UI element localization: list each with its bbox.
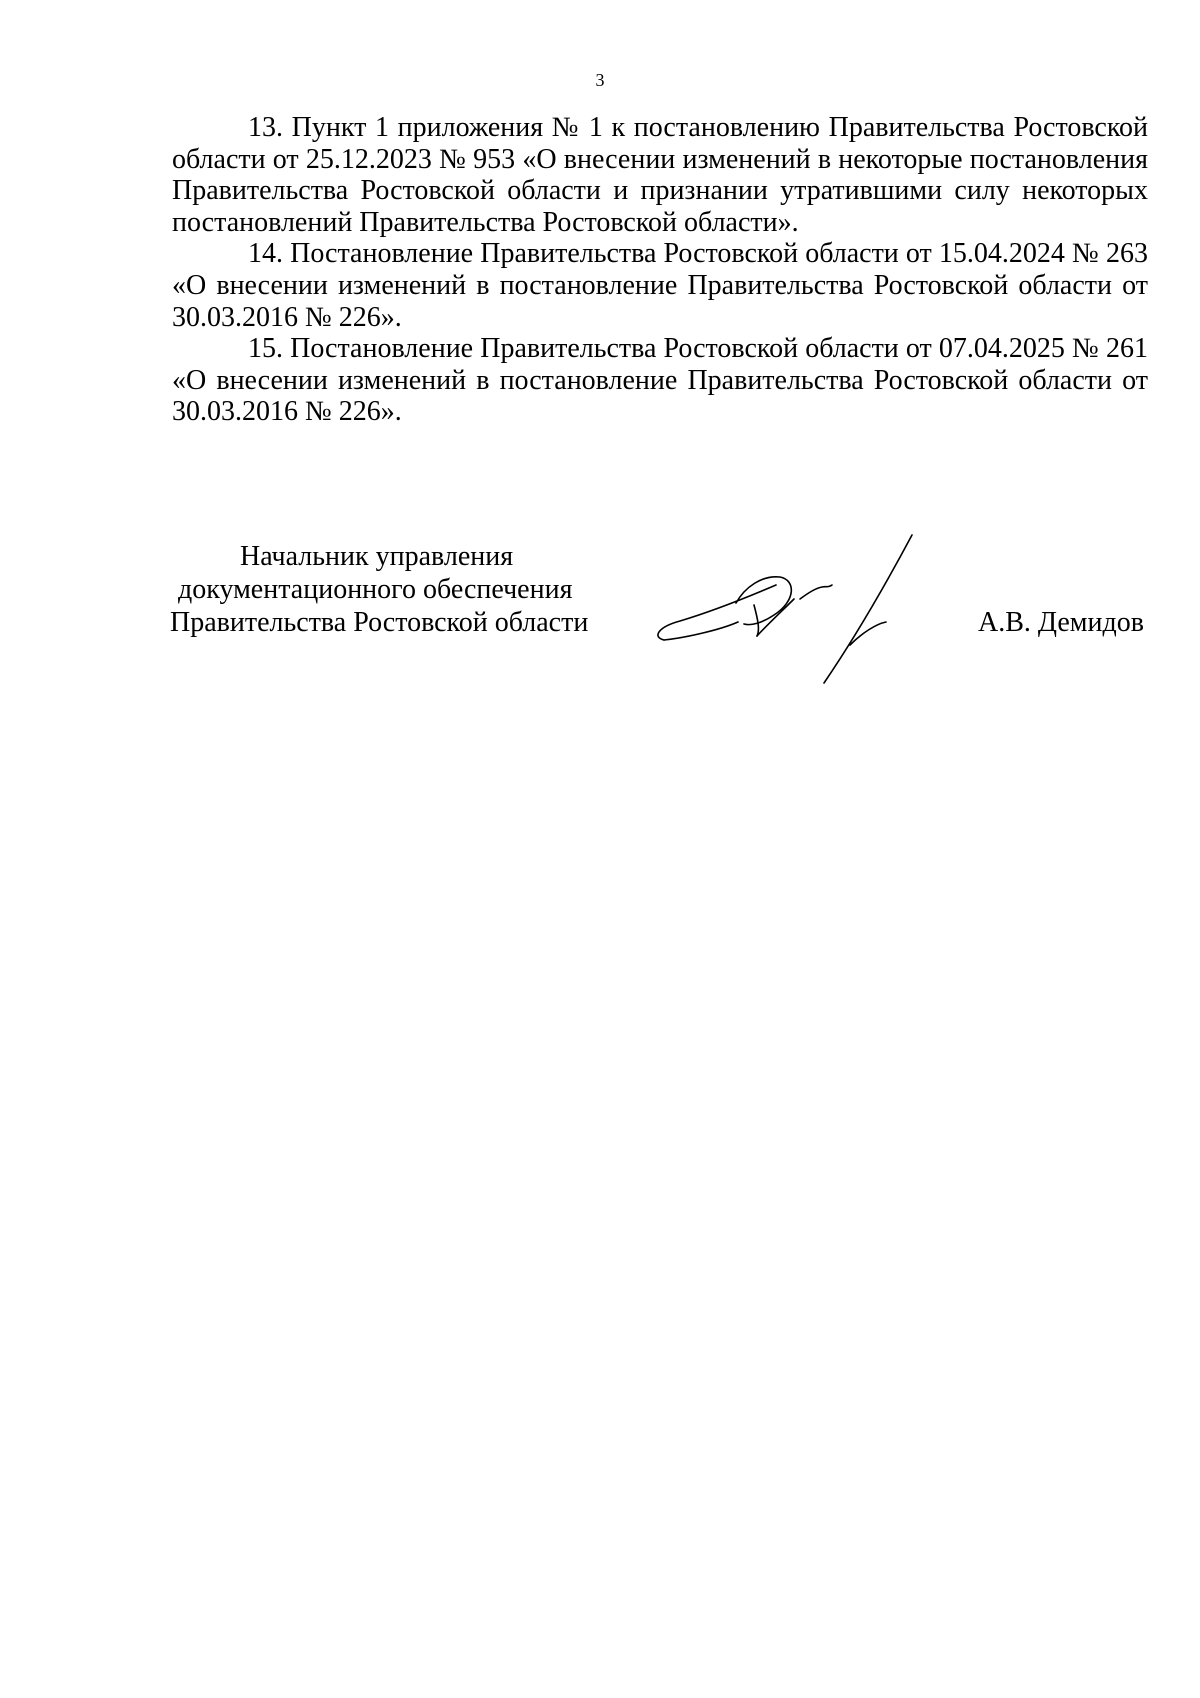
handwritten-signature xyxy=(650,525,940,690)
position-line: документационного обеспечения xyxy=(178,574,573,605)
position-line: Начальник управления xyxy=(240,541,514,572)
signer-name: А.В. Демидов xyxy=(978,607,1144,638)
page-number: 3 xyxy=(595,70,605,90)
signatory-position xyxy=(170,540,600,639)
paragraph-item-15: 15. Постановление Правительства Ростовской области от 07.04.2025 № 261 «О внесении изменений в постановление Правительства Ростовской области от 30.03.2016 № 226». xyxy=(172,333,1148,428)
paragraph-item-13: 13. Пункт 1 приложения № 1 к постановлению Правительства Ростовской области от 25.12.2023 № 953 «О внесении изменений в некоторые постановления Правительства Ростовской области и признании утратившими силу некоторых постановлений Правительства Ростовской области». xyxy=(172,112,1148,238)
document-body xyxy=(172,112,1148,428)
position-line: Правительства Ростовской области xyxy=(170,607,589,638)
paragraph-item-14: 14. Постановление Правительства Ростовской области от 15.04.2024 № 263 «О внесении изменений в постановление Правительства Ростовской области от 30.03.2016 № 226». xyxy=(172,238,1148,333)
